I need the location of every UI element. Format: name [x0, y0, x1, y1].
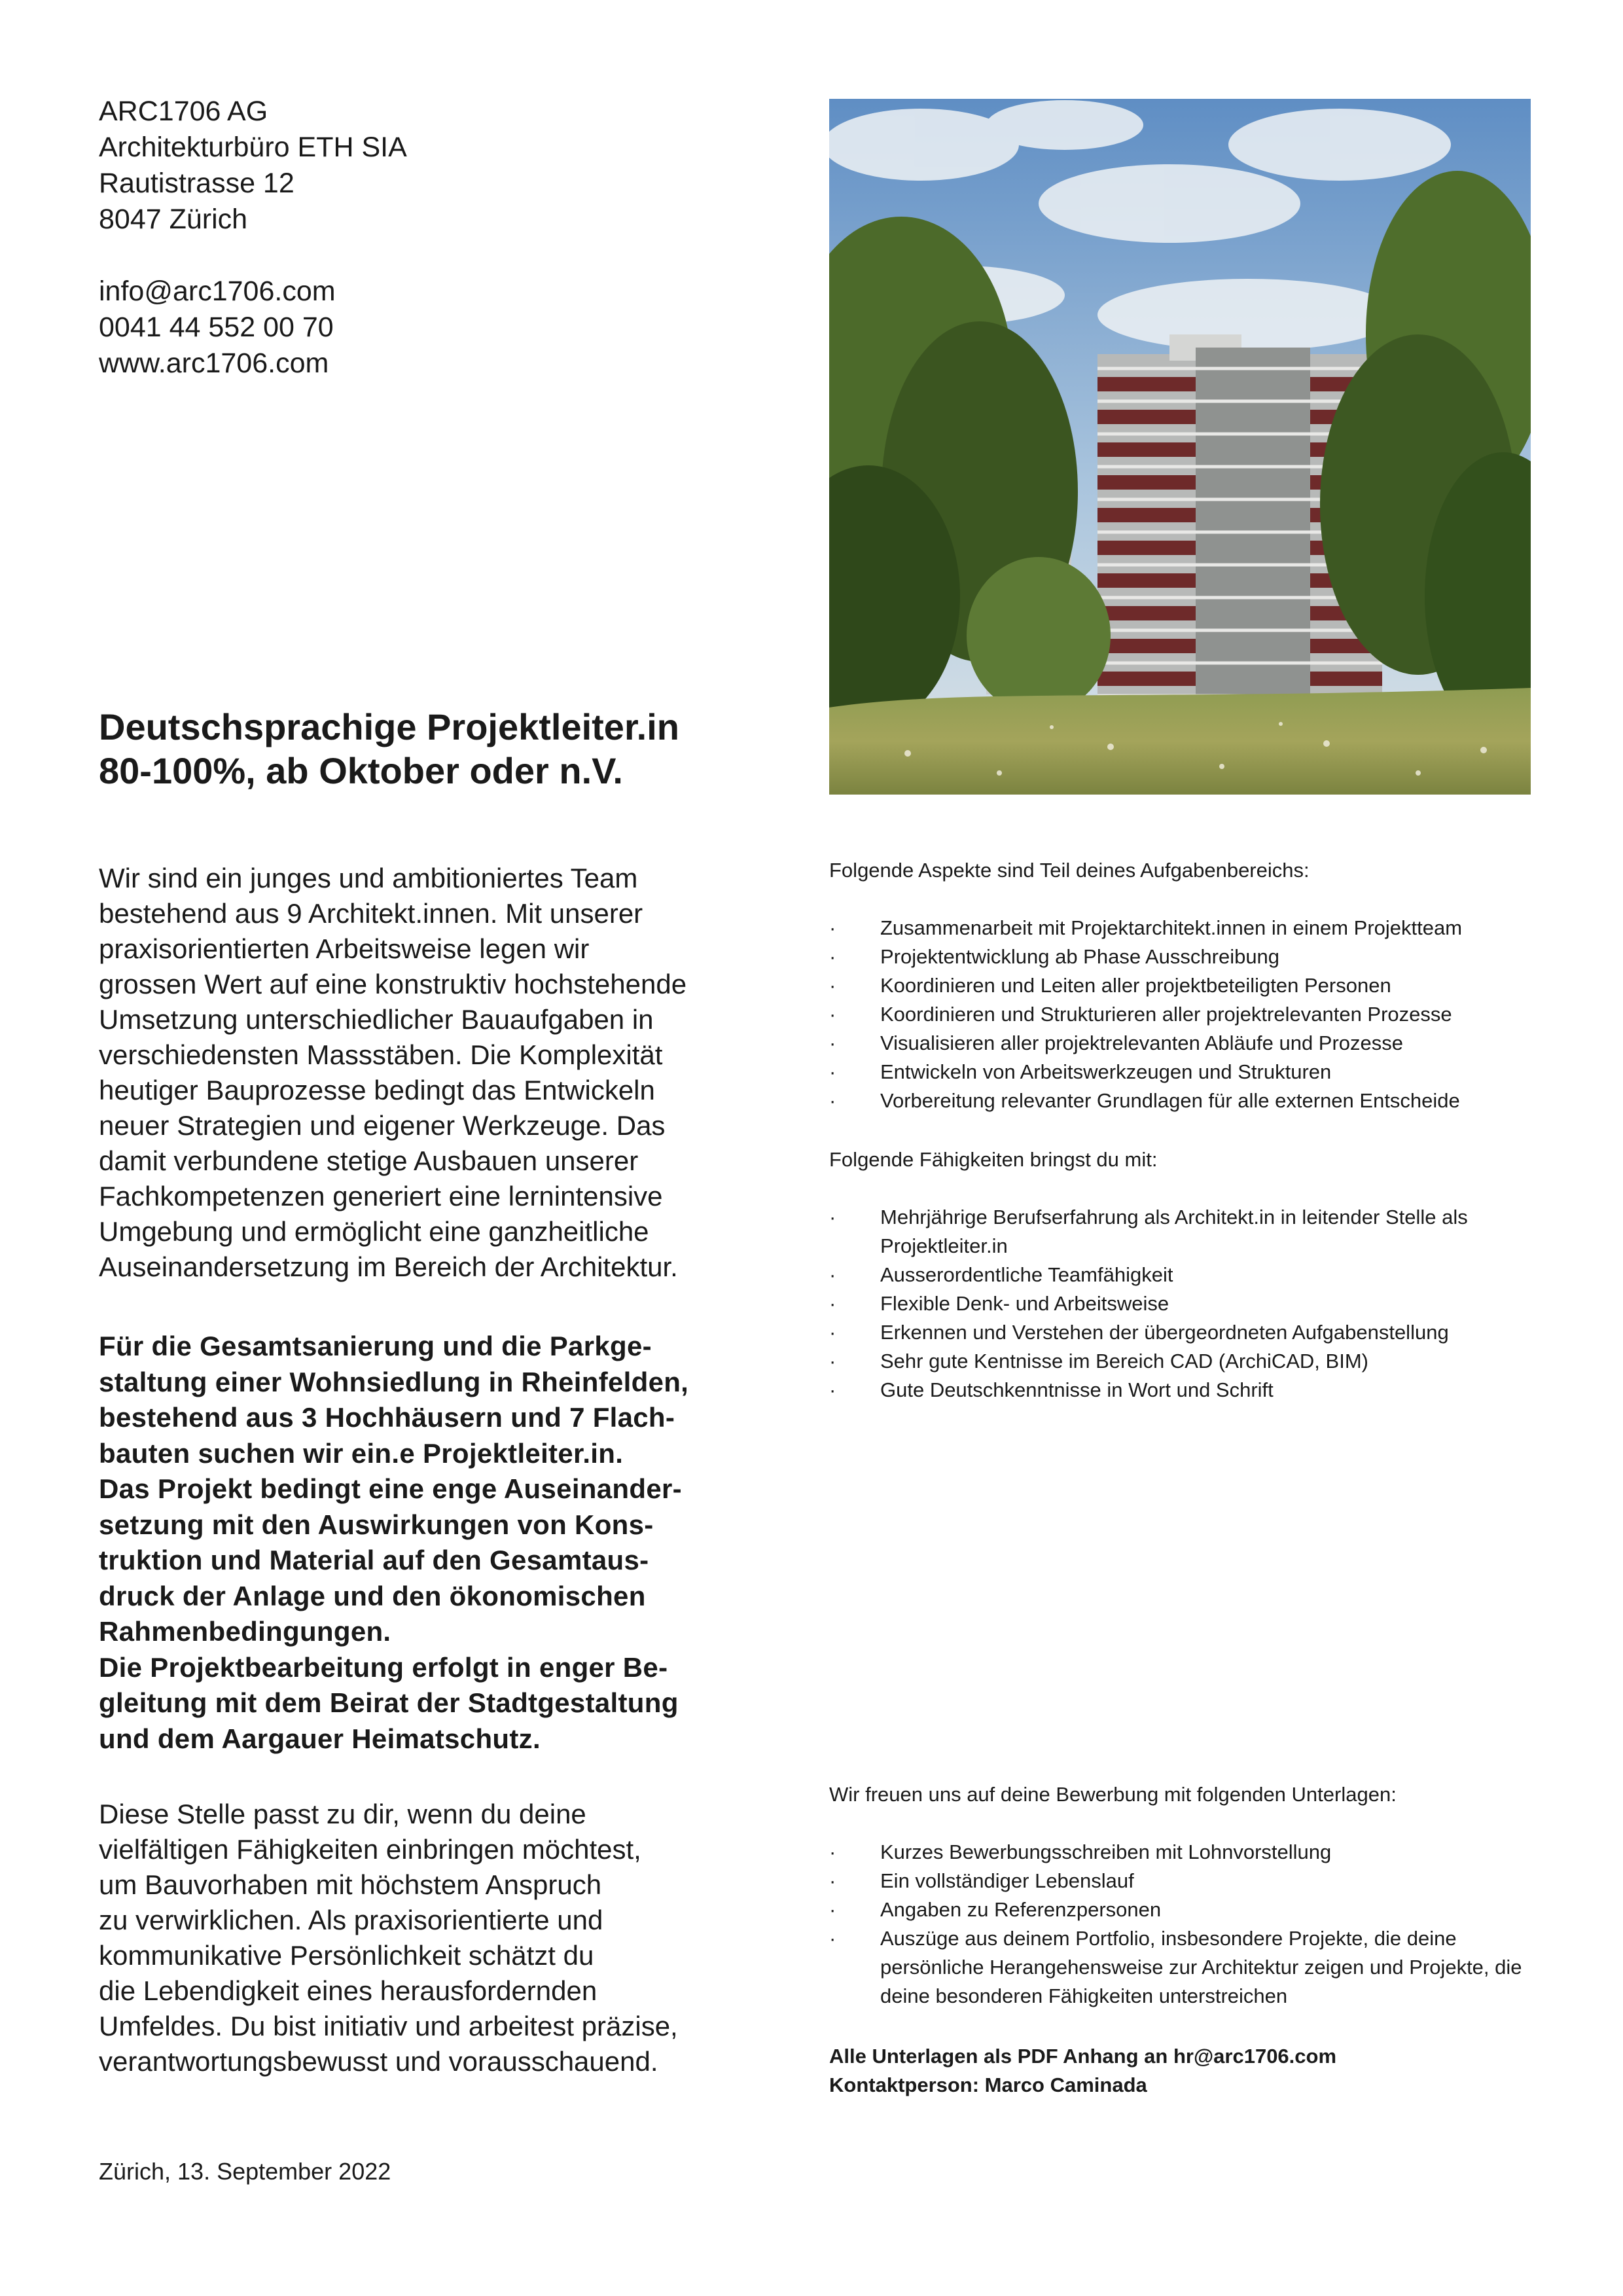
skills-list: [829, 1203, 1549, 1405]
intro-line: Fachkompetenzen generiert eine lernintensive: [99, 1181, 663, 1211]
intro-line: Wir sind ein junges und ambitioniertes Team: [99, 863, 638, 893]
bullet-icon: ·: [829, 1003, 836, 1026]
address-block: [99, 94, 688, 382]
list-item-text: Visualisieren aller projektrelevanten Abläufe und Prozesse: [880, 1031, 1404, 1054]
list-item: [829, 914, 1549, 942]
list-item: [829, 1058, 1549, 1086]
project-line: Das Projekt bedingt eine enge Auseinander-: [99, 1473, 682, 1504]
project-line: truktion und Material auf den Gesamtaus-: [99, 1545, 649, 1575]
intro-line: verschiedensten Massstäben. Die Komplexität: [99, 1039, 663, 1070]
list-item-text: Mehrjährige Berufserfahrung als Architekt.in in leitender Stelle als Projektleiter.in: [880, 1206, 1468, 1257]
contact-block: [829, 2042, 1549, 2100]
fit-line: vielfältigen Fähigkeiten einbringen möchtest,: [99, 1834, 641, 1865]
tasks-list: [829, 914, 1549, 1115]
list-item: [829, 1029, 1549, 1058]
intro-paragraph: [99, 861, 760, 1285]
documents-title: Wir freuen uns auf deine Bewerbung mit folgenden Unterlagen:: [829, 1783, 1397, 1806]
bullet-icon: ·: [829, 1869, 836, 1892]
list-item-text: Zusammenarbeit mit Projektarchitekt.innen in einem Projektteam: [880, 916, 1463, 939]
street: Rautistrasse 12: [99, 168, 294, 199]
fit-line: um Bauvorhaben mit höchstem Anspruch: [99, 1869, 602, 1900]
list-item-text: Vorbereitung relevanter Grundlagen für alle externen Entscheide: [880, 1089, 1460, 1112]
list-item-text: Gute Deutschkenntnisse in Wort und Schrift: [880, 1378, 1274, 1401]
project-line: und dem Aargauer Heimatschutz.: [99, 1723, 541, 1754]
documents-list: [829, 1838, 1549, 2011]
fit-line: Diese Stelle passt zu dir, wenn du deine: [99, 1799, 586, 1829]
bullet-icon: ·: [829, 1263, 836, 1286]
list-item: [829, 1838, 1549, 1867]
fit-line: zu verwirklichen. Als praxisorientierte und: [99, 1905, 603, 1935]
project-line: setzung mit den Auswirkungen von Kons-: [99, 1509, 654, 1540]
list-item-text: Projektentwicklung ab Phase Ausschreibung: [880, 945, 1280, 968]
place-date: Zürich, 13. September 2022: [99, 2158, 391, 2185]
skills-section: [829, 1145, 1549, 1405]
project-line: bestehend aus 3 Hochhäusern und 7 Flach-: [99, 1402, 675, 1433]
fit-line: die Lebendigkeit eines herausfordernden: [99, 1975, 597, 2006]
bullet-icon: ·: [829, 1378, 836, 1401]
job-title-line-2: 80-100%, ab Oktober oder n.V.: [99, 750, 623, 791]
fit-line: Umfeldes. Du bist initiativ und arbeitest präzise,: [99, 2011, 678, 2041]
list-item: [829, 1867, 1549, 1895]
bullet-icon: ·: [829, 916, 836, 939]
fit-paragraph: [99, 1797, 760, 2079]
list-item: [829, 1086, 1549, 1115]
bullet-icon: ·: [829, 974, 836, 997]
company-name: ARC1706 AG: [99, 96, 268, 127]
tasks-title: Folgende Aspekte sind Teil deines Aufgabenbereichs:: [829, 859, 1310, 882]
bullet-icon: ·: [829, 1060, 836, 1083]
list-item: [829, 1289, 1549, 1318]
bullet-icon: ·: [829, 1321, 836, 1344]
bullet-icon: ·: [829, 1089, 836, 1112]
fit-line: verantwortungsbewusst und vorausschauend.: [99, 2046, 658, 2077]
intro-line: damit verbundene stetige Ausbauen unserer: [99, 1145, 639, 1176]
intro-line: praxisorientierten Arbeitsweise legen wir: [99, 933, 590, 964]
list-item-text: Angaben zu Referenzpersonen: [880, 1898, 1162, 1921]
intro-line: heutiger Bauprozesse bedingt das Entwickeln: [99, 1075, 655, 1105]
spacer: [99, 238, 688, 274]
list-item: [829, 1924, 1549, 2011]
bullet-icon: ·: [829, 1031, 836, 1054]
intro-line: Umsetzung unterschiedlicher Bauaufgaben in: [99, 1004, 654, 1035]
list-item-text: Koordinieren und Leiten aller projektbeteiligten Personen: [880, 974, 1391, 997]
project-line: Rahmenbedingungen.: [99, 1616, 391, 1647]
intro-line: Auseinandersetzung im Bereich der Architektur.: [99, 1251, 678, 1282]
bullet-icon: ·: [829, 1350, 836, 1372]
list-item: [829, 1261, 1549, 1289]
job-title-line-1: Deutschsprachige Projektleiter.in: [99, 706, 679, 747]
list-item-text: Koordinieren und Strukturieren aller projektrelevanten Prozesse: [880, 1003, 1452, 1026]
bullet-icon: ·: [829, 945, 836, 968]
list-item-text: Flexible Denk- und Arbeitsweise: [880, 1292, 1169, 1315]
intro-line: neuer Strategien und eigener Werkzeuge. Das: [99, 1110, 666, 1141]
project-paragraph: [99, 1329, 760, 1757]
list-item: [829, 1318, 1549, 1347]
documents-section: [829, 1780, 1549, 2011]
list-item: [829, 1347, 1549, 1376]
office-name: Architekturbüro ETH SIA: [99, 132, 407, 163]
intro-line: Umgebung und ermöglicht eine ganzheitliche: [99, 1216, 649, 1247]
project-line: druck der Anlage und den ökonomischen: [99, 1580, 646, 1611]
list-item: [829, 942, 1549, 971]
list-item: [829, 1203, 1549, 1261]
fit-line: kommunikative Persönlichkeit schätzt du: [99, 1940, 594, 1971]
project-line: Für die Gesamtsanierung und die Parkge-: [99, 1331, 652, 1361]
list-item: [829, 1376, 1549, 1405]
list-item-text: Ausserordentliche Teamfähigkeit: [880, 1263, 1173, 1286]
list-item-text: Entwickeln von Arbeitswerkzeugen und Strukturen: [880, 1060, 1332, 1083]
building-rendering-image: [829, 99, 1531, 795]
project-line: staltung einer Wohnsiedlung in Rheinfelden,: [99, 1366, 689, 1397]
bullet-icon: ·: [829, 1840, 836, 1863]
phone-number: 0041 44 552 00 70: [99, 312, 334, 343]
bullet-icon: ·: [829, 1206, 836, 1229]
list-item-text: Kurzes Bewerbungsschreiben mit Lohnvorstellung: [880, 1840, 1332, 1863]
skills-title: Folgende Fähigkeiten bringst du mit:: [829, 1148, 1158, 1171]
list-item: [829, 971, 1549, 1000]
project-line: Die Projektbearbeitung erfolgt in enger Be-: [99, 1651, 668, 1683]
project-line: bauten suchen wir ein.e Projektleiter.in.: [99, 1437, 624, 1469]
email-link[interactable]: info@arc1706.com: [99, 276, 336, 307]
contact-person: Kontaktperson: Marco Caminada: [829, 2073, 1147, 2096]
city: 8047 Zürich: [99, 204, 248, 235]
list-item-text: Auszüge aus deinem Portfolio, insbesondere Projekte, die deine persönliche Herangehensweise zur Architektur zeigen und Projekte, die deine besonderen Fähigkeiten unterstreichen: [880, 1927, 1522, 2007]
project-line: gleitung mit dem Beirat der Stadtgestaltung: [99, 1687, 679, 1718]
list-item: [829, 1895, 1549, 1924]
bullet-icon: ·: [829, 1927, 836, 1950]
intro-line: grossen Wert auf eine konstruktiv hochstehende: [99, 969, 687, 999]
list-item: [829, 1000, 1549, 1029]
list-item-text: Ein vollständiger Lebenslauf: [880, 1869, 1134, 1892]
intro-line: bestehend aus 9 Architekt.innen. Mit unserer: [99, 898, 643, 929]
building-rendering-svg: [829, 99, 1531, 795]
bullet-icon: ·: [829, 1292, 836, 1315]
job-title: [99, 705, 806, 793]
bullet-icon: ·: [829, 1898, 836, 1921]
tasks-section: [829, 856, 1549, 1115]
application-email[interactable]: Alle Unterlagen als PDF Anhang an hr@arc1706.com: [829, 2045, 1337, 2068]
list-item-text: Sehr gute Kentnisse im Bereich CAD (ArchiCAD, BIM): [880, 1350, 1368, 1372]
website-link[interactable]: www.arc1706.com: [99, 348, 329, 379]
list-item-text: Erkennen und Verstehen der übergeordneten Aufgabenstellung: [880, 1321, 1449, 1344]
